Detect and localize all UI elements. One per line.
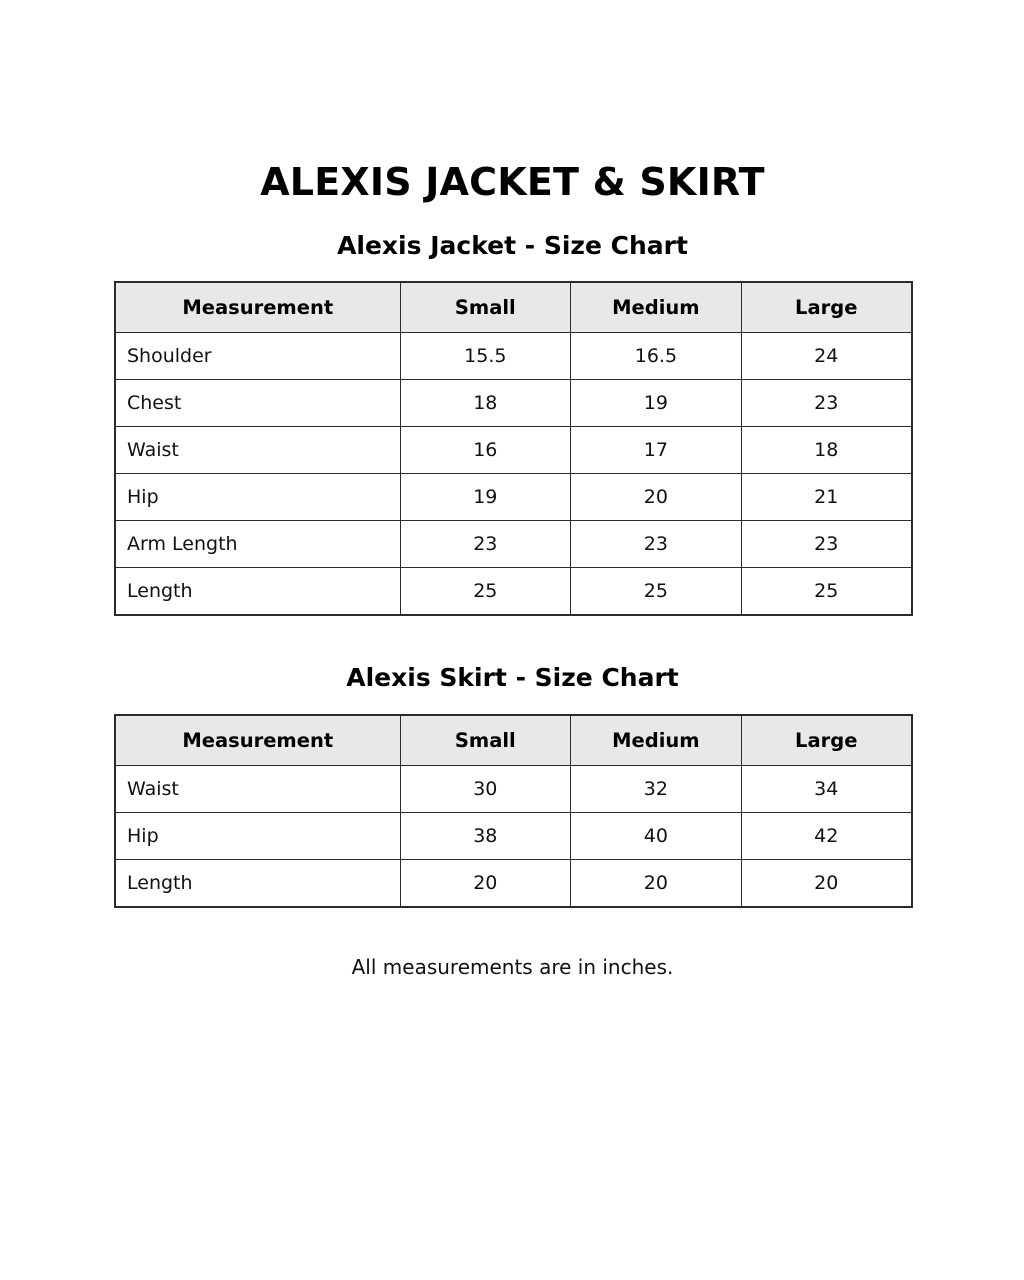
cell-small: 23 xyxy=(400,521,571,568)
cell-small: 19 xyxy=(400,474,571,521)
table-row xyxy=(115,860,912,907)
cell-medium: 40 xyxy=(571,813,742,860)
cell-large: 42 xyxy=(741,813,912,860)
column-header-small: Small xyxy=(400,715,571,766)
measurement-units-note: All measurements are in inches. xyxy=(351,954,674,979)
column-header-small: Small xyxy=(400,282,571,333)
cell-small: 15.5 xyxy=(400,333,571,380)
cell-medium: 16.5 xyxy=(571,333,742,380)
table-row xyxy=(115,427,912,474)
row-label: Length xyxy=(115,860,400,907)
column-header-measurement: Measurement xyxy=(115,282,400,333)
cell-large: 18 xyxy=(741,427,912,474)
cell-medium: 23 xyxy=(571,521,742,568)
cell-small: 16 xyxy=(400,427,571,474)
cell-medium: 20 xyxy=(571,474,742,521)
row-label: Shoulder xyxy=(115,333,400,380)
table-row xyxy=(115,813,912,860)
table-row xyxy=(115,380,912,427)
row-label: Chest xyxy=(115,380,400,427)
cell-medium: 17 xyxy=(571,427,742,474)
row-label: Waist xyxy=(115,766,400,813)
cell-large: 23 xyxy=(741,380,912,427)
column-header-large: Large xyxy=(741,715,912,766)
row-label: Hip xyxy=(115,813,400,860)
cell-small: 18 xyxy=(400,380,571,427)
table-row xyxy=(115,568,912,615)
skirt-table-body xyxy=(115,766,912,907)
row-label: Length xyxy=(115,568,400,615)
table-header-row xyxy=(115,715,912,766)
page-content xyxy=(114,0,911,979)
cell-small: 20 xyxy=(400,860,571,907)
table-header-row xyxy=(115,282,912,333)
cell-large: 21 xyxy=(741,474,912,521)
cell-small: 25 xyxy=(400,568,571,615)
jacket-section-title: Alexis Jacket - Size Chart xyxy=(337,230,688,260)
cell-large: 23 xyxy=(741,521,912,568)
table-row xyxy=(115,474,912,521)
row-label: Arm Length xyxy=(115,521,400,568)
cell-small: 30 xyxy=(400,766,571,813)
table-row xyxy=(115,333,912,380)
jacket-table-header xyxy=(115,282,912,333)
column-header-medium: Medium xyxy=(571,282,742,333)
cell-large: 24 xyxy=(741,333,912,380)
cell-large: 34 xyxy=(741,766,912,813)
row-label: Hip xyxy=(115,474,400,521)
cell-large: 25 xyxy=(741,568,912,615)
skirt-size-table xyxy=(114,714,913,908)
cell-medium: 32 xyxy=(571,766,742,813)
skirt-table-header xyxy=(115,715,912,766)
column-header-medium: Medium xyxy=(571,715,742,766)
cell-medium: 25 xyxy=(571,568,742,615)
cell-medium: 19 xyxy=(571,380,742,427)
skirt-section-title: Alexis Skirt - Size Chart xyxy=(346,662,679,692)
column-header-large: Large xyxy=(741,282,912,333)
cell-large: 20 xyxy=(741,860,912,907)
jacket-size-table xyxy=(114,281,913,616)
jacket-table-body xyxy=(115,333,912,615)
table-row xyxy=(115,521,912,568)
cell-medium: 20 xyxy=(571,860,742,907)
page-title: ALEXIS JACKET & SKIRT xyxy=(260,160,765,204)
column-header-measurement: Measurement xyxy=(115,715,400,766)
row-label: Waist xyxy=(115,427,400,474)
table-row xyxy=(115,766,912,813)
cell-small: 38 xyxy=(400,813,571,860)
